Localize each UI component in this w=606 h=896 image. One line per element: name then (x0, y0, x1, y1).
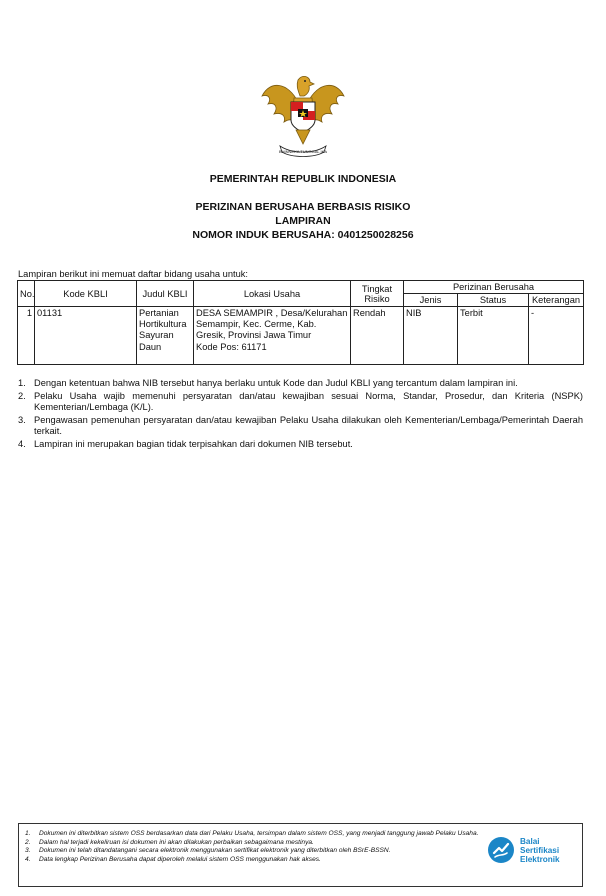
lokasi-address: DESA SEMAMPIR , Desa/Kelurahan Semampir, Kec. Cerme, Kab. Gresik, Provinsi Jawa Timur (196, 308, 348, 341)
notes-list (18, 378, 583, 451)
header-status: Status (458, 294, 529, 307)
note-item: 1. Dengan ketentuan bahwa NIB tersebut hanya berlaku untuk Kode dan Judul KBLI yang tercantum dalam lampiran ini. (18, 378, 518, 388)
bsre-logo-icon (487, 836, 515, 864)
government-title: PEMERINTAH REPUBLIK INDONESIA (209, 173, 397, 185)
cell-no: 1 (18, 307, 35, 365)
cell-judul-kbli: Pertanian Hortikultura Sayuran Daun (137, 307, 194, 365)
footer-disclaimer (18, 823, 583, 887)
cell-keterangan: - (529, 307, 584, 365)
header-jenis: Jenis (404, 294, 458, 307)
cell-tingkat-risiko: Rendah (351, 307, 404, 365)
document-title: PERIZINAN BERUSAHA BERBASIS RISIKO (195, 201, 411, 213)
note-item: 3. Pengawasan pemenuhan persyaratan dan/atau kewajiban Pelaku Usaha dilakukan oleh Kementerian/Lembaga/Pemerintah Daerah terkait. (18, 414, 583, 436)
footer-list (19, 824, 495, 865)
header-kode-kbli: Kode KBLI (35, 281, 137, 307)
footer-item: 1. Dokumen ini diterbitkan sistem OSS berdasarkan data dari Pelaku Usaha, tersimpan dalam sistem OSS, yang menjadi tanggung jawab Pelaku Usaha. (25, 830, 479, 837)
bsre-text: Balai Sertifikasi Elektronik (520, 836, 560, 864)
footer-item: 4. Data lengkap Perizinan Berusaha dapat diperoleh melalui sistem OSS menggunakan hak akses. (25, 856, 321, 864)
header-judul-kbli: Judul KBLI (137, 281, 194, 307)
footer-item: 3. Dokumen ini telah ditandatangani secara elektronik menggunakan sertifikat elektronik yang diterbitkan oleh BSrE-BSSN. (25, 847, 391, 855)
header-perizinan-berusaha: Perizinan Berusaha (404, 281, 584, 294)
bsre-logo (487, 836, 560, 864)
header-lokasi-usaha: Lokasi Usaha (194, 281, 351, 307)
header-tingkat-risiko: Tingkat Risiko (351, 281, 404, 307)
cell-kode-kbli: 01131 (35, 307, 137, 365)
lokasi-kode-pos: Kode Pos: 61171 (196, 341, 267, 352)
cell-status: Terbit (458, 307, 529, 365)
footer-item: 2. Dalam hal terjadi kekeliruan isi dokumen ini akan dilakukan perbaikan sebagaimana mestinya. (25, 838, 314, 846)
nib-number: NOMOR INDUK BERUSAHA: 0401250028256 (192, 229, 414, 241)
header-no: No. (18, 281, 35, 307)
svg-text:BHINNEKA TUNGGAL IKA: BHINNEKA TUNGGAL IKA (278, 149, 328, 154)
document-subtitle: LAMPIRAN (275, 215, 331, 227)
cell-lokasi-usaha (194, 307, 351, 365)
table-row (18, 307, 584, 365)
header-keterangan: Keterangan (529, 294, 584, 307)
intro-text: Lampiran berikut ini memuat daftar bidang usaha untuk: (18, 269, 248, 279)
note-item: 4. Lampiran ini merupakan bagian tidak terpisahkan dari dokumen NIB tersebut. (18, 438, 353, 449)
note-item: 2. Pelaku Usaha wajib memenuhi persyaratan dan/atau kewajiban sesuai Norma, Standar, Prosedur, dan Kriteria (NSPK) Kementerian/Lembaga (K/L). (18, 390, 583, 412)
cell-jenis: NIB (404, 307, 458, 365)
kbli-table (17, 280, 584, 365)
garuda-pancasila-emblem (258, 72, 348, 160)
